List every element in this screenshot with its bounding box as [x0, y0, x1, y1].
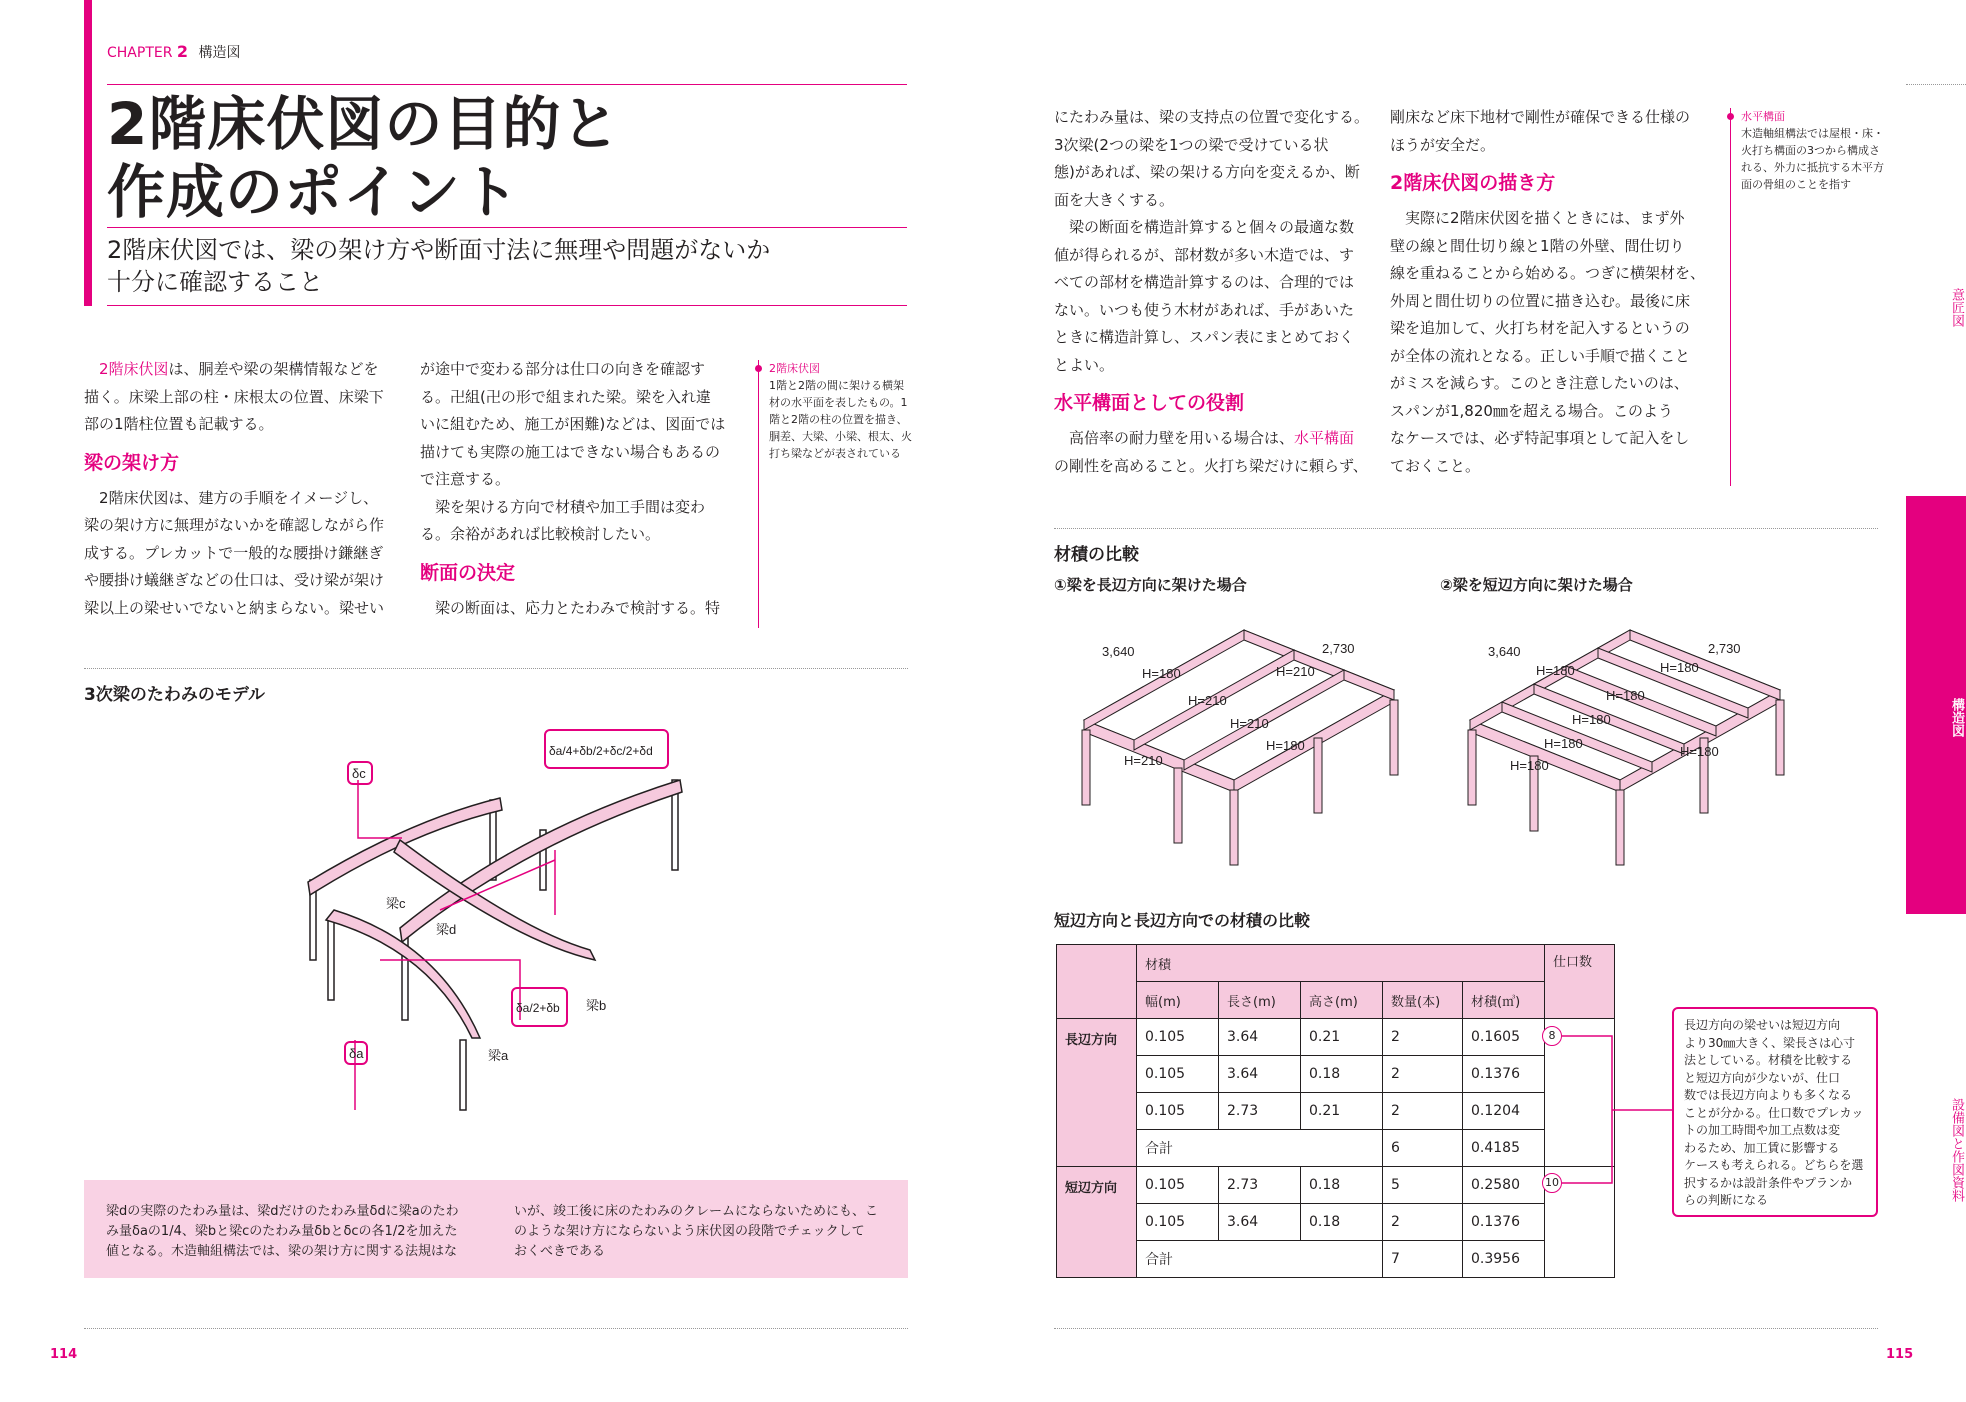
section-divider-right — [1054, 528, 1878, 529]
header-width: 幅(m) — [1137, 982, 1219, 1019]
footer-rule-right — [1054, 1328, 1878, 1329]
frame-post — [1230, 790, 1238, 865]
body-column-3: にたわみ量は、梁の支持点の位置で変化する。 3次梁(2つの梁を1つの梁で受けている状 態)があれば、梁の架ける方向を変えるか、断 面を大きくする。 梁の断面を構造計算すると個々の最適な数 値が得られるが、部材数が多い木造では、す べての部材を構造計算するのは、合理的では ない。いつも使う木材があれば、手があいた ときに構造計算し、スパン表にまとめておく とよい。 水平構面としての役割 高倍率の耐力壁を用いる場合は、水平構面 の剛性を高めること。火打ち梁だけに頼らず、 — [1054, 104, 1384, 480]
table-row: 長辺方向 0.105 3.64 0.21 2 0.1605 — [1057, 1019, 1615, 1056]
frame-figure-long — [1054, 610, 1414, 870]
table-row: 0.105 3.64 0.18 2 0.1376 — [1057, 1056, 1615, 1093]
table-row-total: 合計 7 0.3956 — [1057, 1241, 1615, 1278]
dim-long: 3,640 — [1488, 644, 1521, 659]
caption-right: いが、竣工後に床のたわみのクレームにならないためにも、こ のような架け方にならないよう床伏図の段階でチェックして おくべきである — [514, 1204, 879, 1259]
table-row-total: 合計 6 0.4185 — [1057, 1130, 1615, 1167]
chapter-accent-bar — [84, 0, 92, 306]
page-number-left: 114 — [50, 1347, 78, 1362]
tab-structure[interactable]: 構造図 — [1949, 697, 1964, 737]
height-label: H=180 — [1142, 666, 1181, 681]
height-label: H=180 — [1266, 738, 1305, 753]
frame-post — [1314, 738, 1322, 813]
row-header-short: 短辺方向 — [1057, 1167, 1137, 1278]
header-volume: 材積(㎥) — [1463, 982, 1545, 1019]
frame-post — [1082, 730, 1090, 805]
section-divider — [84, 668, 908, 669]
dim-short: 2,730 — [1322, 641, 1355, 656]
formula-top: δa/4+δb/2+δc/2+δd — [549, 744, 653, 758]
page-subtitle: 2階床伏図では、梁の架け方や断面寸法に無理や問題がないか 十分に確認すること — [107, 236, 771, 296]
delta-a-label: δa — [349, 1046, 364, 1061]
body-column-4: 剛床など床下地材で剛性が確保できる仕様の ほうが安全だ。 2階床伏図の描き方 実際に2階床伏図を描くときには、まず外 壁の線と間仕切り線と1階の外壁、間仕切り 線を重ねることから始める。つぎに横架材を、 外周と間仕切りの位置に描き込む。最後に床 梁を追加して、火打ち材を記入するというの が全体の流れとなる。正しい手順で描くこと がミスを減らす。このとき注意したいのは、 スパンが1,820㎜を超える場合。このよう なケースでは、必ず特記事項として記入をし ておくこと。 — [1390, 104, 1710, 480]
footer-rule-left — [84, 1328, 908, 1329]
subtitle-rule — [107, 305, 907, 306]
body-column-1: 2階床伏図は、胴差や梁の架構情報などを 描く。床梁上部の柱・床根太の位置、床梁下 部の1階柱位置も記載する。 梁の架け方 2階床伏図は、建方の手順をイメージし、 梁の架け方に無理がないかを確認しながら作 成する。プレカットで一般的な腰掛け鎌継ぎ や腰掛け蟻継ぎなどの仕口は、受け梁が架け 梁以上の梁せいでないと納まらない。梁せい — [84, 356, 394, 622]
title-rule — [107, 227, 907, 228]
header-joints: 仕口数 — [1545, 945, 1615, 1019]
page-title: 2階床伏図の目的と 作成のポイント — [107, 90, 621, 226]
frame-figure-short — [1440, 610, 1800, 870]
row-header-long: 長辺方向 — [1057, 1019, 1137, 1167]
figure-subtitle-long: ①梁を長辺方向に架けた場合 — [1054, 576, 1247, 594]
dim-short: 2,730 — [1708, 641, 1741, 656]
formula-right: δa/2+δb — [516, 1001, 560, 1015]
beam-a-label: 梁a — [488, 1048, 509, 1063]
table-title: 短辺方向と長辺方向での材積の比較 — [1054, 911, 1311, 930]
figure-caption — [84, 1180, 908, 1278]
tab-design[interactable]: 意匠図 — [1949, 287, 1964, 327]
height-label: H=180 — [1536, 663, 1575, 678]
height-label: H=180 — [1544, 736, 1583, 751]
chapter-header: CHAPTER 2 構造図 — [107, 42, 241, 61]
post — [460, 1040, 466, 1110]
post — [328, 920, 334, 1000]
height-label: H=180 — [1510, 758, 1549, 773]
frame-beam — [1598, 648, 1748, 718]
header-rule — [107, 84, 907, 85]
height-label: H=180 — [1572, 712, 1611, 727]
beam-d-label: 梁d — [436, 922, 457, 937]
heading-horizontal: 水平構面としての役割 — [1054, 392, 1245, 414]
height-label: H=210 — [1230, 716, 1269, 731]
joints-long-badge: 8 — [1542, 1026, 1562, 1046]
caption-left: 梁dの実際のたわみ量は、梁dだけのたわみ量δdに梁aのたわ み量δaの1/4、梁bと梁cのたわみ量δbとδcの各1/2を加えた 値となる。木造軸組構法では、梁の架け方に関する法規はな — [106, 1204, 459, 1259]
frame-beam — [1470, 720, 1620, 792]
delta-c-label: δc — [352, 766, 366, 781]
heading-draw: 2階床伏図の描き方 — [1390, 172, 1556, 194]
body-column-2: が途中で変わる部分は仕口の向きを確認す る。卍組(卍の形で組まれた梁。梁を入れ違 いに組むため、施工が困難)などは、図面では 描けても実際の施工はできない場合もあるの で注意する。 梁を架ける方向で材積や加工手間は変わ る。余裕があれば比較検討したい。 断面の決定 梁の断面は、応力とたわみで検討する。特 — [420, 356, 730, 622]
header-length: 長さ(m) — [1219, 982, 1301, 1019]
frame-beam — [1630, 630, 1780, 700]
tab-equipment[interactable]: 設備図と作図資料 — [1949, 1098, 1964, 1202]
dim-long: 3,640 — [1102, 644, 1135, 659]
beam-b-label: 梁b — [586, 998, 607, 1013]
height-label: H=180 — [1680, 744, 1719, 759]
height-label: H=180 — [1660, 660, 1699, 675]
beam-c-label: 梁c — [386, 896, 406, 911]
figure-title-volume: 材積の比較 — [1054, 545, 1139, 565]
joints-short-badge: 10 — [1542, 1173, 1562, 1193]
height-label: H=210 — [1124, 753, 1163, 768]
height-label: H=210 — [1276, 664, 1315, 679]
figure-title-deflection: 3次梁のたわみのモデル — [84, 685, 265, 705]
leader-delta-c — [358, 780, 402, 838]
sidenote-floor-plan: 2階床伏図 1階と2階の間に架ける横架 材の水平面を表したもの。1 階と2階の柱の位置を描き、 胴差、大梁、小梁、根太、火 打ち梁などが表されている — [758, 360, 912, 628]
comparison-note: 長辺方向の梁せいは短辺方向 より30㎜大きく、梁長さは心寸 法としている。材積を比較する と短辺方向が少ないが、仕口 数では長辺方向よりも多くなる ことが分かる。仕口数でプレカッ トの加工時間や加工点数は変 わるため、加工賃に影響する ケースも考えられる。どちらを選 択するかは設計条件やプランか らの判断になる — [1672, 1007, 1878, 1217]
note-connector — [1562, 1030, 1674, 1190]
height-label: H=210 — [1188, 693, 1227, 708]
tab-top-rule — [1906, 84, 1966, 85]
figure-subtitle-short: ②梁を短辺方向に架けた場合 — [1440, 576, 1633, 594]
sidenote-horizontal-plane: 水平構面 木造軸組構法では屋根・床・ 火打ち構面の3つから構成さ れる、外力に抵抗する木平方 面の骨組のことを指す — [1730, 108, 1884, 486]
frame-post — [1390, 700, 1398, 775]
height-label: H=180 — [1606, 688, 1645, 703]
heading-beam: 梁の架け方 — [84, 451, 180, 474]
frame-post — [1776, 700, 1784, 775]
frame-post — [1468, 730, 1476, 805]
table-row: 0.105 3.64 0.18 2 0.1376 — [1057, 1204, 1615, 1241]
heading-section: 断面の決定 — [420, 561, 516, 584]
table-row: 0.105 2.73 0.21 2 0.1204 — [1057, 1093, 1615, 1130]
page-number-right: 115 — [1886, 1347, 1914, 1362]
header-volume-group: 材積 — [1137, 945, 1545, 982]
deflection-model-figure — [290, 720, 710, 1120]
frame-post — [1174, 768, 1182, 843]
frame-post — [1616, 790, 1624, 865]
header-height: 高さ(m) — [1301, 982, 1383, 1019]
table-row: 短辺方向 0.105 2.73 0.18 5 0.2580 — [1057, 1167, 1615, 1204]
volume-table — [1056, 944, 1615, 1278]
header-count: 数量(本) — [1383, 982, 1463, 1019]
